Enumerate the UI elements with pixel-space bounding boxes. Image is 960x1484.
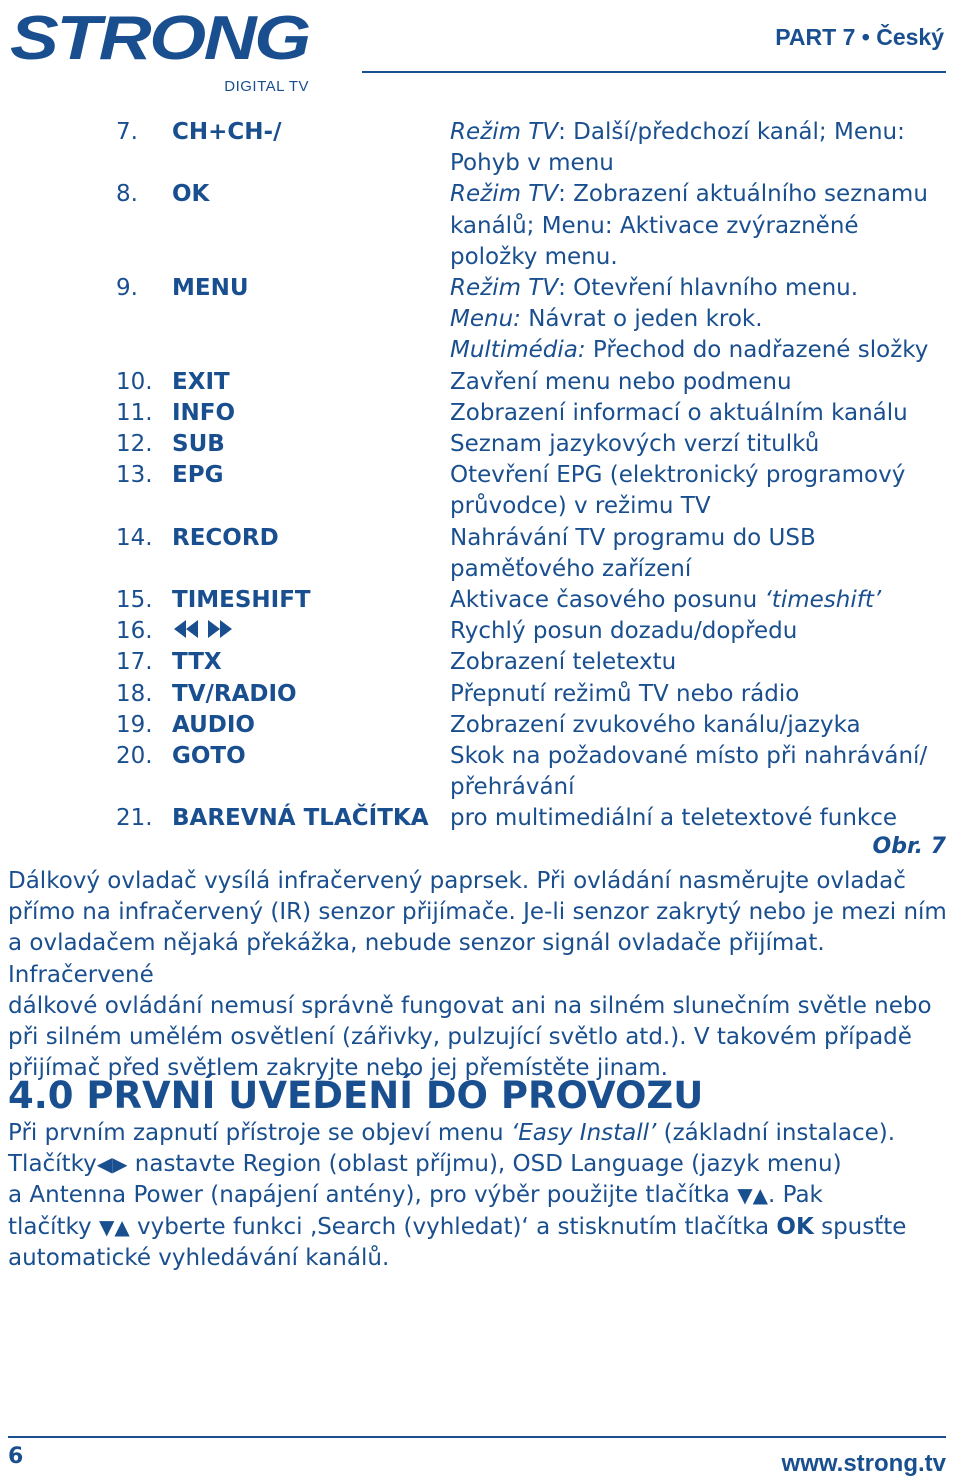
paragraph-line: při silném umělém osvětlení (zářivky, pulzující světlo atd.). V takovém případě [8, 1024, 912, 1051]
section-heading: 4.0 PRVNÍ UVEDENÍ DO PROVOZU [8, 1074, 704, 1117]
text-run: Zobrazení teletextu [450, 649, 677, 676]
key-name: OK [172, 181, 210, 208]
text-run: nastavte Region (oblast příjmu), OSD Language (jazyk menu) [127, 1151, 842, 1178]
text-run: průvodce) v režimu TV [450, 493, 711, 520]
description-line [450, 148, 940, 179]
part-label: PART 7 • Český [775, 24, 944, 50]
key-name: EPG [172, 462, 224, 489]
key-number: 19. [116, 711, 153, 738]
key-number: 21. [116, 805, 153, 832]
paragraph-line [8, 1118, 952, 1149]
key-row [116, 398, 946, 429]
text-run: : Další/předchozí kanál; Menu: [558, 119, 905, 145]
key-name: TIMESHIFT [172, 587, 311, 614]
description-line [450, 367, 940, 398]
key-row [116, 179, 946, 273]
figure-caption: Obr. 7 [872, 834, 946, 859]
key-row [116, 117, 946, 179]
key-description [450, 616, 940, 647]
key-row [116, 429, 946, 460]
paragraph-line [8, 1212, 952, 1243]
footer-url: www.strong.tv [781, 1450, 946, 1477]
key-name: BAREVNÁ TLAČÍTKA [172, 805, 429, 832]
key-description [450, 803, 940, 834]
description-line [450, 491, 940, 522]
text-run: Pohyb v menu [450, 150, 614, 177]
text-run: Menu: [450, 306, 521, 333]
key-name: TV/RADIO [172, 680, 297, 707]
text-run: Přepnutí režimů TV nebo rádio [450, 680, 800, 707]
text-run: Zavření menu nebo podmenu [450, 368, 792, 395]
description-line [450, 803, 940, 834]
description-line [450, 211, 940, 242]
key-number: 10. [116, 368, 153, 395]
description-line [450, 117, 940, 148]
text-run: spusťte [813, 1213, 907, 1240]
key-description [450, 460, 940, 522]
key-number: 14. [116, 524, 153, 551]
text-run: Režim TV [450, 275, 559, 302]
key-description [450, 741, 940, 803]
key-number: 13. [116, 462, 153, 489]
key-name: MENU [172, 275, 249, 302]
text-run: Přechod do nadřazené složky [585, 337, 929, 364]
description-line [450, 429, 940, 460]
text-run: vyberte funkci ‚Search (vyhledat)‘ a stisknutím tlačítka [129, 1213, 777, 1240]
description-line [450, 616, 940, 647]
description-line [450, 460, 940, 491]
text-run: Tlačítky [8, 1151, 97, 1178]
key-name: EXIT [172, 368, 230, 395]
first-install-paragraph [8, 1118, 952, 1274]
key-name: RECORD [172, 524, 279, 551]
down-up-arrows-icon: ▼▲ [737, 1183, 768, 1208]
text-run: Aktivace časového posunu [450, 587, 765, 614]
logo-wordmark: STRONG [10, 4, 309, 73]
key-description [450, 117, 940, 179]
text-run: Zobrazení informací o aktuálním kanálu [450, 399, 908, 426]
key-row [116, 585, 946, 616]
text-run: Návrat o jeden krok. [520, 306, 763, 333]
rewind-forward-icon [172, 617, 234, 641]
key-description [450, 523, 940, 585]
key-description [450, 367, 940, 398]
text-run: položky menu. [450, 243, 618, 270]
key-row [116, 367, 946, 398]
key-name: CH+CH-/ [172, 119, 282, 145]
text-run: Skok na požadované místo při nahrávání/ [450, 743, 928, 770]
key-name: GOTO [172, 743, 246, 770]
text-run: pro multimediální a teletextové funkce [450, 805, 898, 832]
description-line [450, 554, 940, 585]
key-number: 12. [116, 431, 153, 458]
logo-subtitle: DIGITAL TV [224, 78, 309, 95]
paragraph-line: Dálkový ovladač vysílá infračervený paprsek. Při ovládání nasměrujte ovladač [8, 868, 906, 894]
description-line [450, 304, 940, 335]
remote-keys-list [116, 117, 946, 835]
text-run: Zobrazení zvukového kanálu/jazyka [450, 711, 861, 738]
key-number: 16. [116, 618, 153, 645]
key-number: 20. [116, 743, 153, 770]
key-number: 8. [116, 181, 138, 208]
key-row [116, 679, 946, 710]
text-run: Při prvním zapnutí přístroje se objeví menu [8, 1120, 511, 1146]
key-row [116, 460, 946, 522]
key-name [172, 616, 450, 647]
down-up-arrows-icon: ▼▲ [98, 1214, 130, 1239]
description-line [450, 679, 940, 710]
description-line [450, 242, 940, 273]
key-number: 17. [116, 649, 153, 676]
text-run: ‘timeshift’ [764, 587, 882, 614]
description-line [450, 772, 940, 803]
key-row [116, 273, 946, 367]
text-run: OK [776, 1213, 814, 1240]
key-description [450, 179, 940, 273]
text-run: a Antenna Power (napájení antény), pro výběr použijte tlačítka [8, 1182, 738, 1209]
text-run: Multimédia: [450, 337, 586, 364]
paragraph-line: přijímač před světlem zakryjte nebo jej přemístěte jinam. [8, 1055, 668, 1082]
key-number: 9. [116, 275, 138, 302]
key-description [450, 429, 940, 460]
description-line [450, 710, 940, 741]
key-row [116, 710, 946, 741]
paragraph-line: přímo na infračervený (IR) senzor přijímače. Je-li senzor zakrytý nebo je mezi ním [8, 899, 947, 926]
key-name: INFO [172, 399, 236, 426]
text-run: automatické vyhledávání kanálů. [8, 1244, 390, 1271]
key-row [116, 616, 946, 647]
strong-logo [6, 4, 311, 98]
text-run: Rychlý posun dozadu/dopředu [450, 618, 798, 645]
text-run: tlačítky [8, 1213, 99, 1240]
description-line [450, 179, 940, 210]
text-run: . Pak [767, 1182, 823, 1209]
text-run: (základní instalace). [656, 1120, 896, 1146]
text-run: přehrávání [450, 774, 575, 801]
text-run: Nahrávání TV programu do USB [450, 524, 816, 551]
footer-divider [8, 1436, 946, 1438]
description-line [450, 741, 940, 772]
text-run: kanálů; Menu: Aktivace zvýrazněné [450, 212, 859, 239]
key-row [116, 803, 946, 834]
description-line [450, 273, 940, 304]
key-number: 7. [116, 119, 138, 145]
key-number: 15. [116, 587, 153, 614]
key-number: 11. [116, 399, 153, 426]
text-run: Režim TV [450, 119, 559, 145]
text-run: Režim TV [450, 181, 559, 208]
text-run: paměťového zařízení [450, 555, 692, 582]
description-line [450, 647, 940, 678]
key-name: AUDIO [172, 711, 255, 738]
paragraph-line: a ovladačem nějaká překážka, nebude senzor signál ovladače přijímat. Infračervené [8, 930, 825, 988]
description-line [450, 523, 940, 554]
text-run: ‘Easy Install’ [510, 1120, 657, 1146]
text-run: Otevření EPG (elektronický programový [450, 462, 906, 489]
paragraph-line: dálkové ovládání nemusí správně fungovat ani na silném slunečním světle nebo [8, 992, 932, 1019]
key-number: 18. [116, 680, 153, 707]
description-line [450, 585, 940, 616]
key-description [450, 679, 940, 710]
key-description [450, 273, 940, 367]
page-number: 6 [8, 1444, 24, 1469]
key-name: SUB [172, 431, 225, 458]
paragraph-line [8, 1180, 952, 1211]
ir-paragraph [8, 866, 952, 1084]
key-row [116, 741, 946, 803]
key-row [116, 647, 946, 678]
description-line [450, 398, 940, 429]
key-description [450, 398, 940, 429]
description-line [450, 335, 940, 366]
key-description [450, 585, 940, 616]
key-row [116, 523, 946, 585]
key-description [450, 710, 940, 741]
paragraph-line [8, 1149, 952, 1180]
header-divider [362, 71, 946, 73]
text-run: : Otevření hlavního menu. [558, 275, 859, 302]
text-run: : Zobrazení aktuálního seznamu [558, 181, 928, 208]
paragraph-line [8, 1243, 952, 1274]
key-description [450, 647, 940, 678]
left-right-arrows-icon: ◀▶ [96, 1152, 128, 1177]
key-name: TTX [172, 649, 222, 676]
text-run: Seznam jazykových verzí titulků [450, 431, 820, 458]
